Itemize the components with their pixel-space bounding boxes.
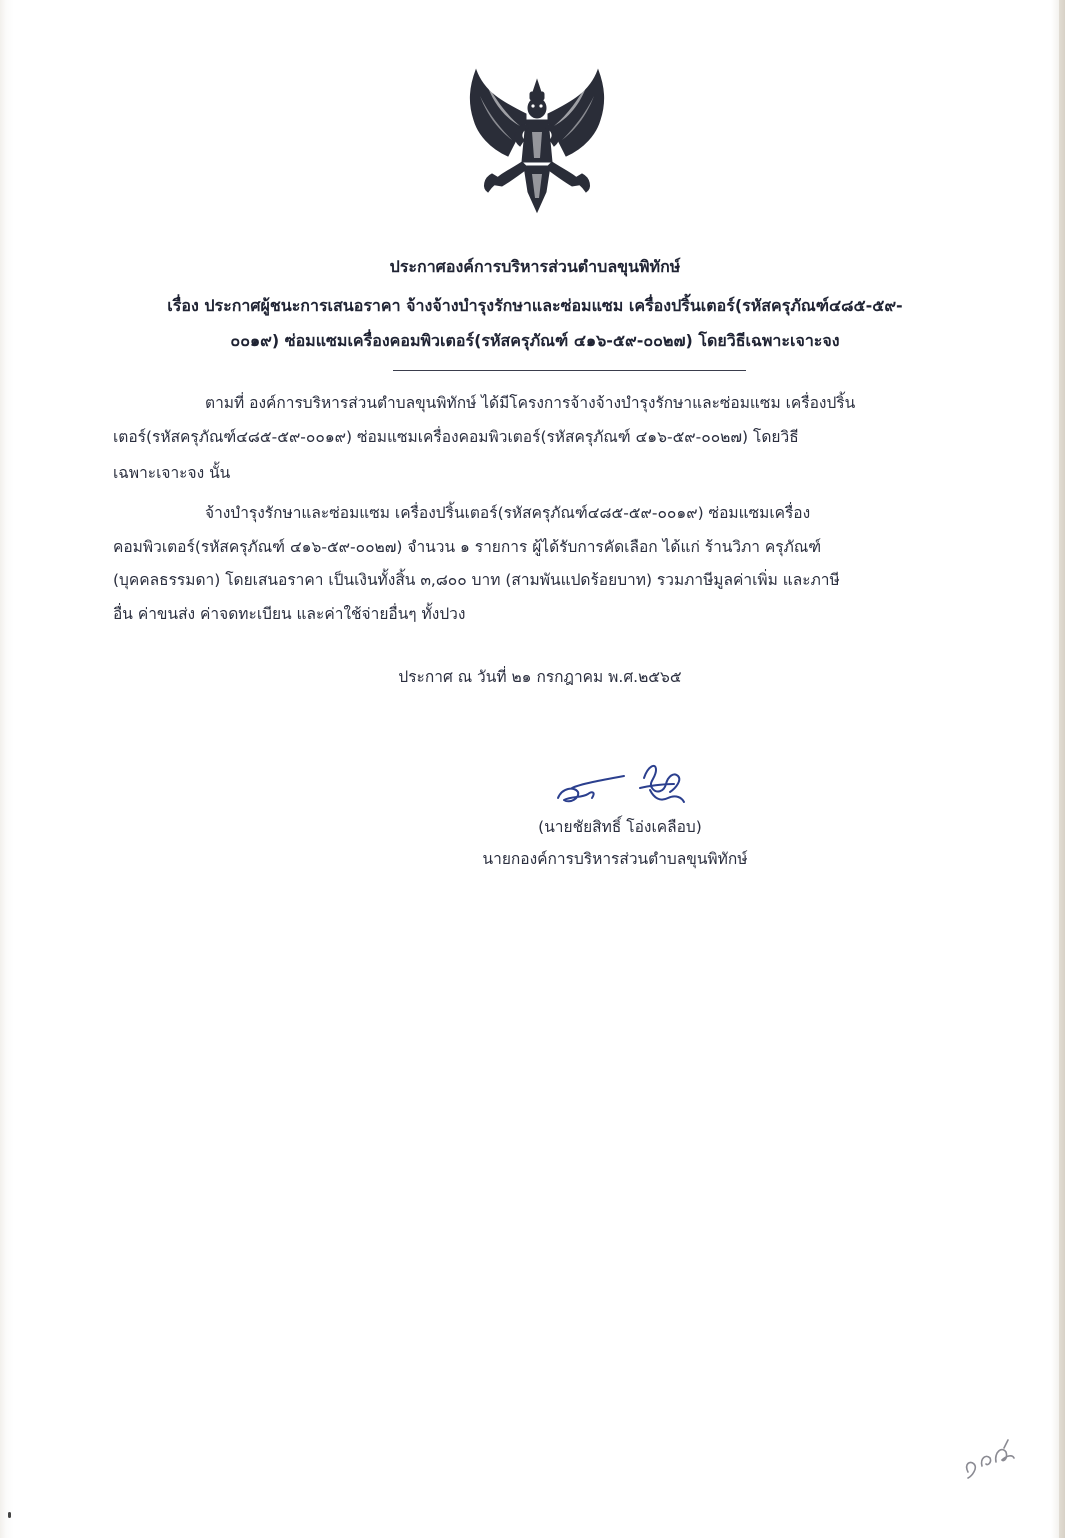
paragraph-2-line-1: จ้างบำรุงรักษาและซ่อมแซม เครื่องปริ้นเตอร์(รหัสครุภัณฑ์๔๘๕-๕๙-๐๐๑๙) ซ่อมแซมเครื่อง <box>205 504 811 522</box>
announcement-subject-line-2: ๐๐๑๙) ซ่อมแซมเครื่องคอมพิวเตอร์(รหัสครุภัณฑ์ ๔๑๖-๕๙-๐๐๒๗) โดยวิธีเฉพาะเจาะจง <box>230 331 840 350</box>
garuda-emblem-icon <box>462 62 612 222</box>
paragraph-1-line-1: ตามที่ องค์การบริหารส่วนตำบลขุนพิทักษ์ ได้มีโครงการจ้างจ้างบำรุงรักษาและซ่อมแซม เครื่องปริ้น <box>205 394 856 412</box>
paragraph-2-line-4: อื่น ค่าขนส่ง ค่าจดทะเบียน และค่าใช้จ่ายอื่นๆ ทั้งปวง <box>113 605 466 623</box>
paragraph-1-line-3: เฉพาะเจาะจง นั้น <box>113 464 231 482</box>
signer-name: (นายชัยสิทธิ์ โอ่งเคลือบ) <box>538 818 702 836</box>
announcement-subject-line-1: เรื่อง ประกาศผู้ชนะการเสนอราคา จ้างจ้างบำรุงรักษาและซ่อมแซม เครื่องปริ้นเตอร์(รหัสครุภัณฑ์๔๘๕-๕๙- <box>167 296 903 315</box>
paragraph-2-line-3: (บุคคลธรรมดา) โดยเสนอราคา เป็นเงินทั้งสิ้น ๓,๘๐๐ บาท (สามพันแปดร้อยบาท) รวมภาษีมูลค่าเพิ่ม และภาษี <box>113 571 840 589</box>
paragraph-1-line-2: เตอร์(รหัสครุภัณฑ์๔๘๕-๕๙-๐๐๑๙) ซ่อมแซมเครื่องคอมพิวเตอร์(รหัสครุภัณฑ์ ๔๑๖-๕๙-๐๐๒๗) โดยวิธี <box>113 428 799 446</box>
announcement-date: ประกาศ ณ วันที่ ๒๑ กรกฎาคม พ.ศ.๒๕๖๕ <box>398 668 682 686</box>
handwritten-signature <box>552 758 702 816</box>
announcement-title: ประกาศองค์การบริหารส่วนตำบลขุนพิทักษ์ <box>389 257 681 276</box>
paper-edge <box>1059 0 1065 1538</box>
paragraph-2-line-2: คอมพิวเตอร์(รหัสครุภัณฑ์ ๔๑๖-๕๙-๐๐๒๗) จำนวน ๑ รายการ ผู้ได้รับการคัดเลือก ได้แก่ ร้านวิภา ครุภัณฑ์ <box>113 538 822 556</box>
handwritten-page-mark <box>960 1432 1024 1482</box>
scan-speck <box>8 1512 11 1518</box>
title-divider <box>393 370 746 371</box>
signer-position: นายกองค์การบริหารส่วนตำบลขุนพิทักษ์ <box>482 850 748 868</box>
